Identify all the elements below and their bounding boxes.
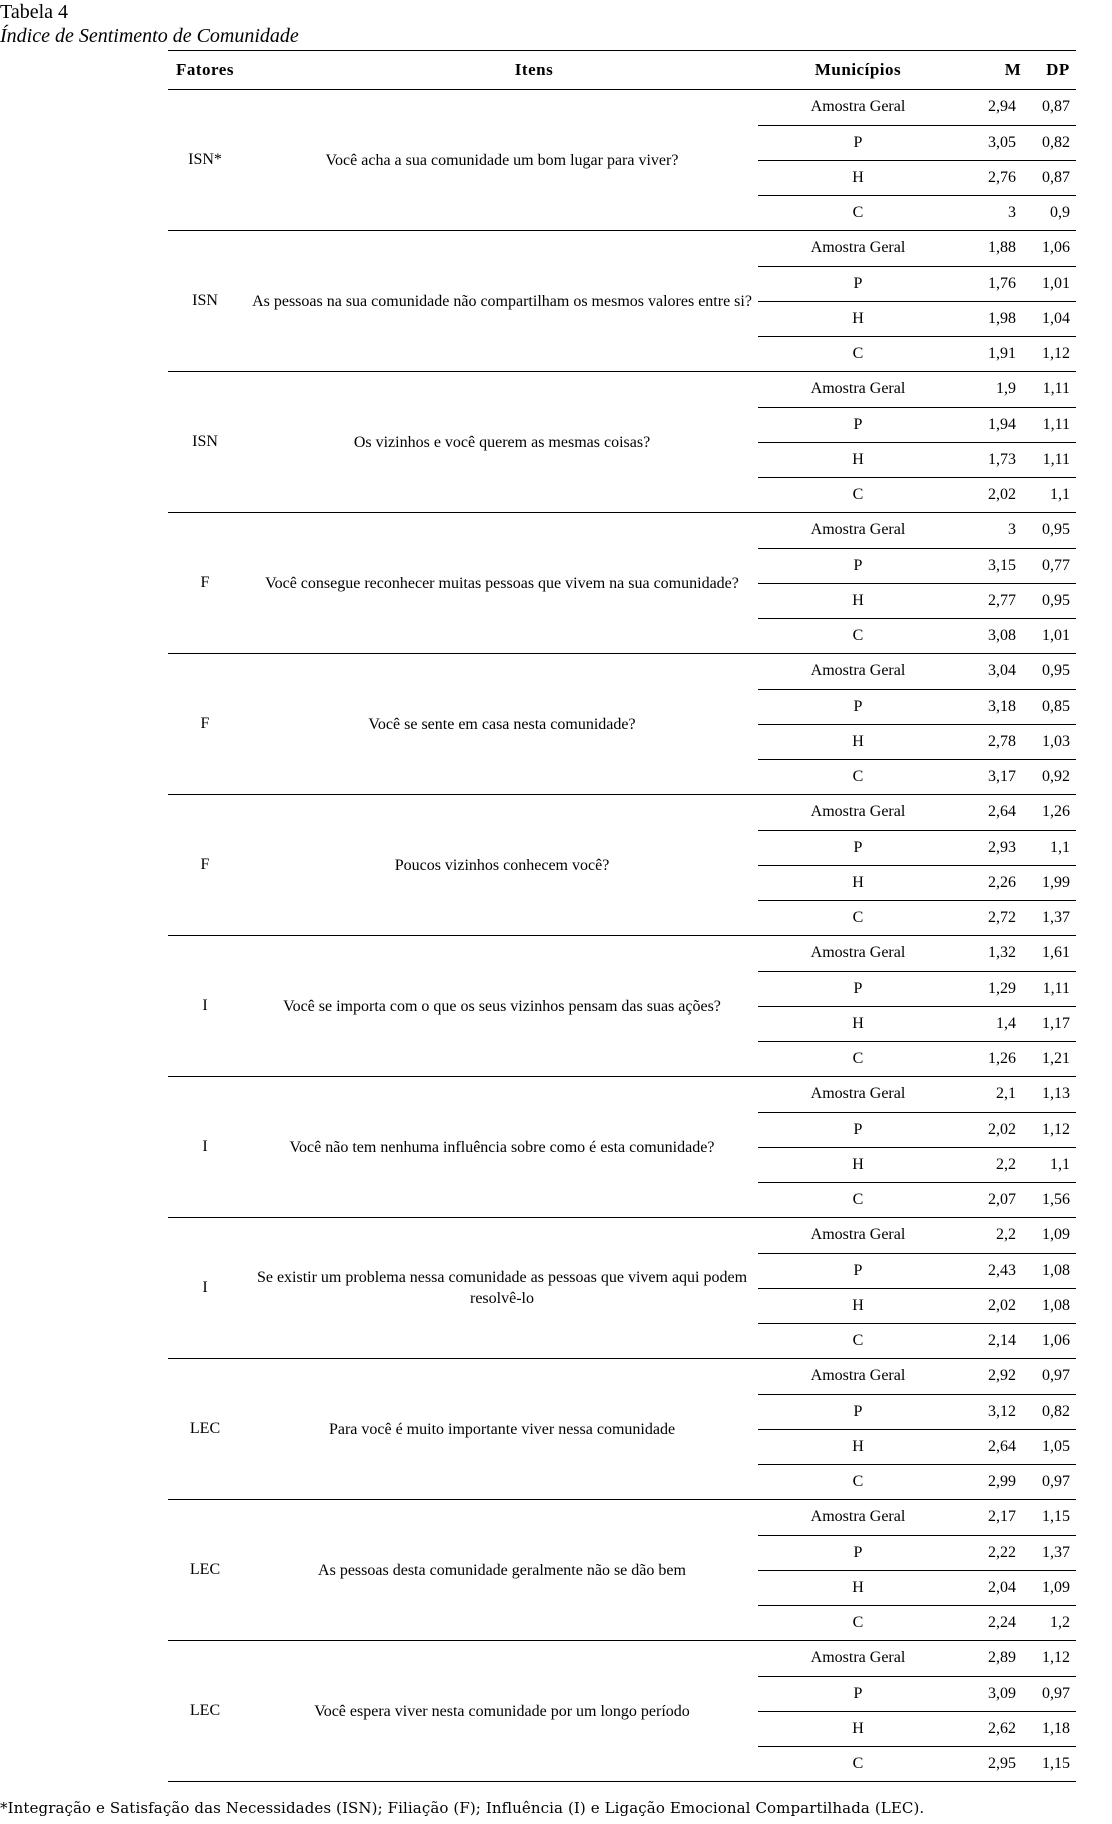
- item-cell: As pessoas desta comunidade geralmente não se dão bem: [318, 1561, 686, 1579]
- table-row: [758, 759, 1076, 795]
- table-row: [758, 336, 1076, 372]
- municipio-cell: H: [852, 1156, 864, 1173]
- municipio-cell: H: [852, 874, 864, 891]
- mean-cell: 1,32: [988, 944, 1016, 961]
- mean-cell: 2,64: [988, 803, 1016, 820]
- item-cell: Os vizinhos e você querem as mesmas coisas?: [353, 433, 651, 451]
- table-row: [758, 1218, 1076, 1253]
- municipio-cell: P: [853, 1262, 863, 1279]
- table-row: [758, 618, 1076, 654]
- table-row-group: [168, 1359, 1076, 1500]
- dp-cell: 1,09: [1042, 1226, 1070, 1243]
- mean-cell: 2,94: [988, 98, 1016, 115]
- municipio-cell: C: [852, 1191, 864, 1208]
- municipio-cell: H: [852, 1438, 864, 1455]
- mean-cell: 2,43: [988, 1262, 1016, 1279]
- table-row: [758, 1006, 1076, 1042]
- mean-cell: 2,64: [988, 1438, 1016, 1455]
- mean-cell: 2,24: [988, 1614, 1016, 1631]
- factor-cell: ISN*: [188, 151, 222, 168]
- table-row-group: [168, 654, 1076, 795]
- mean-cell: 2,07: [988, 1191, 1016, 1208]
- municipio-cell: H: [852, 310, 864, 327]
- table-body: [168, 90, 1076, 1782]
- table-row: [758, 830, 1076, 866]
- header-m: M: [1004, 60, 1022, 79]
- municipio-cell: Amostra Geral: [810, 1085, 906, 1102]
- dp-cell: 1,13: [1042, 1085, 1070, 1102]
- mean-cell: 2,99: [988, 1473, 1016, 1490]
- dp-cell: 1,12: [1042, 1121, 1070, 1138]
- municipio-cell: C: [852, 1755, 864, 1772]
- dp-cell: 1,56: [1042, 1191, 1070, 1208]
- municipio-cell: H: [852, 1720, 864, 1737]
- header-municipios: Municípios: [814, 60, 902, 79]
- municipio-cell: H: [852, 733, 864, 750]
- table-row-group: [168, 936, 1076, 1077]
- dp-cell: 1,1: [1050, 839, 1070, 856]
- factor-cell: I: [202, 997, 208, 1014]
- dp-cell: 1,37: [1042, 1544, 1070, 1561]
- mean-cell: 1,98: [988, 310, 1016, 327]
- table-row: [758, 795, 1076, 830]
- municipio-cell: H: [852, 1579, 864, 1596]
- table-row: [758, 1323, 1076, 1359]
- mean-cell: 3: [1008, 204, 1016, 221]
- table-row: [758, 1253, 1076, 1289]
- table-row-group: [168, 90, 1076, 231]
- header-itens: Itens: [514, 60, 554, 79]
- municipio-cell: P: [853, 1544, 863, 1561]
- table-row: [758, 1605, 1076, 1641]
- table-row: [758, 689, 1076, 725]
- factor-cell: LEC: [189, 1702, 221, 1719]
- mean-cell: 1,9: [996, 380, 1016, 397]
- table-row-group: [168, 1641, 1076, 1782]
- item-cell: Você consegue reconhecer muitas pessoas que vivem na sua comunidade?: [265, 574, 739, 592]
- dp-cell: 0,97: [1042, 1367, 1070, 1384]
- table-row: [758, 266, 1076, 302]
- dp-cell: 1,15: [1042, 1508, 1070, 1525]
- mean-cell: 2,95: [988, 1755, 1016, 1772]
- header-fatores: Fatores: [176, 60, 234, 79]
- municipio-cell: C: [852, 1332, 864, 1349]
- mean-cell: 1,94: [988, 416, 1016, 433]
- table-row-group: [168, 795, 1076, 936]
- table-row: [758, 1429, 1076, 1465]
- table-row: [758, 1359, 1076, 1394]
- dp-cell: 1,05: [1042, 1438, 1070, 1455]
- mean-cell: 2,02: [988, 1297, 1016, 1314]
- header-dp: DP: [1046, 60, 1070, 79]
- mean-cell: 1,76: [988, 275, 1016, 292]
- table-row: [758, 1112, 1076, 1148]
- municipio-cell: C: [852, 1050, 864, 1067]
- dp-cell: 0,92: [1042, 768, 1070, 785]
- dp-cell: 1,1: [1050, 486, 1070, 503]
- dp-cell: 1,21: [1042, 1050, 1070, 1067]
- mean-cell: 2,89: [988, 1649, 1016, 1666]
- municipio-cell: P: [853, 698, 863, 715]
- factor-cell: LEC: [189, 1420, 221, 1437]
- table-row-group: [168, 1077, 1076, 1218]
- table-row-group: [168, 231, 1076, 372]
- table-row: [758, 1464, 1076, 1500]
- dp-cell: 1,26: [1042, 803, 1070, 820]
- dp-cell: 0,77: [1042, 557, 1070, 574]
- mean-cell: 3: [1008, 521, 1016, 538]
- table-row: [758, 231, 1076, 266]
- dp-cell: 1,11: [1042, 980, 1070, 997]
- municipio-cell: C: [852, 345, 864, 362]
- table-row: [758, 724, 1076, 760]
- mean-cell: 2,17: [988, 1508, 1016, 1525]
- dp-cell: 1,17: [1042, 1015, 1070, 1032]
- municipio-cell: P: [853, 1685, 863, 1702]
- mean-cell: 1,88: [988, 239, 1016, 256]
- dp-cell: 1,61: [1042, 944, 1070, 961]
- factor-cell: I: [202, 1279, 208, 1296]
- table-row-group: [168, 513, 1076, 654]
- municipio-cell: H: [852, 1015, 864, 1032]
- municipio-cell: P: [853, 1121, 863, 1138]
- municipio-cell: H: [852, 451, 864, 468]
- municipio-cell: P: [853, 1403, 863, 1420]
- factor-cell: F: [200, 856, 210, 873]
- factor-cell: F: [200, 715, 210, 732]
- mean-cell: 2,62: [988, 1720, 1016, 1737]
- dp-cell: 1,1: [1050, 1156, 1070, 1173]
- factor-cell: LEC: [189, 1561, 221, 1578]
- dp-cell: 1,06: [1042, 239, 1070, 256]
- mean-cell: 2,76: [988, 169, 1016, 186]
- table-row: [758, 865, 1076, 901]
- municipio-cell: H: [852, 592, 864, 609]
- mean-cell: 2,72: [988, 909, 1016, 926]
- dp-cell: 1,11: [1042, 451, 1070, 468]
- item-cell: Poucos vizinhos conhecem você?: [394, 856, 610, 874]
- table-row: [758, 1535, 1076, 1571]
- factor-cell: ISN: [192, 292, 218, 309]
- table-row: [758, 160, 1076, 196]
- dp-cell: 1,12: [1042, 1649, 1070, 1666]
- table-row: [758, 90, 1076, 125]
- table-row-group: [168, 372, 1076, 513]
- mean-cell: 3,05: [988, 134, 1016, 151]
- item-cell: Você não tem nenhuma influência sobre como é esta comunidade?: [289, 1138, 715, 1156]
- mean-cell: 3,15: [988, 557, 1016, 574]
- dp-cell: 1,15: [1042, 1755, 1070, 1772]
- table-title: Índice de Sentimento de Comunidade: [0, 25, 299, 47]
- mean-cell: 2,1: [996, 1085, 1016, 1102]
- mean-cell: 2,14: [988, 1332, 1016, 1349]
- mean-cell: 3,12: [988, 1403, 1016, 1420]
- dp-cell: 0,85: [1042, 698, 1070, 715]
- table-row: [758, 125, 1076, 161]
- dp-cell: 0,95: [1042, 521, 1070, 538]
- mean-cell: 2,02: [988, 486, 1016, 503]
- mean-cell: 3,08: [988, 627, 1016, 644]
- municipio-cell: C: [852, 909, 864, 926]
- dp-cell: 0,87: [1042, 169, 1070, 186]
- item-cell: As pessoas na sua comunidade não compartilham os mesmos valores entre si?: [252, 292, 752, 310]
- dp-cell: 1,37: [1042, 909, 1070, 926]
- dp-cell: 0,82: [1042, 1403, 1070, 1420]
- table-header: [168, 50, 1076, 90]
- item-cell: Você acha a sua comunidade um bom lugar para viver?: [325, 151, 679, 169]
- municipio-cell: C: [852, 768, 864, 785]
- table-row: [758, 513, 1076, 548]
- mean-cell: 1,29: [988, 980, 1016, 997]
- table-row: [758, 1500, 1076, 1535]
- mean-cell: 3,18: [988, 698, 1016, 715]
- dp-cell: 1,03: [1042, 733, 1070, 750]
- table-row: [758, 1711, 1076, 1747]
- municipio-cell: Amostra Geral: [810, 98, 906, 115]
- municipio-cell: Amostra Geral: [810, 1649, 906, 1666]
- table-row: [758, 301, 1076, 337]
- municipio-cell: P: [853, 839, 863, 856]
- dp-cell: 1,11: [1042, 416, 1070, 433]
- dp-cell: 1,18: [1042, 1720, 1070, 1737]
- mean-cell: 2,93: [988, 839, 1016, 856]
- mean-cell: 2,22: [988, 1544, 1016, 1561]
- municipio-cell: P: [853, 416, 863, 433]
- dp-cell: 1,99: [1042, 874, 1070, 891]
- dp-cell: 1,11: [1042, 380, 1070, 397]
- municipio-cell: C: [852, 1473, 864, 1490]
- dp-cell: 0,9: [1050, 204, 1070, 221]
- table-row: [758, 372, 1076, 407]
- table-row: [758, 1041, 1076, 1077]
- table-row: [758, 900, 1076, 936]
- dp-cell: 0,97: [1042, 1685, 1070, 1702]
- municipio-cell: Amostra Geral: [810, 521, 906, 538]
- mean-cell: 1,26: [988, 1050, 1016, 1067]
- municipio-cell: P: [853, 275, 863, 292]
- dp-cell: 1,2: [1050, 1614, 1070, 1631]
- mean-cell: 2,92: [988, 1367, 1016, 1384]
- table-row-group: [168, 1500, 1076, 1641]
- table-row: [758, 548, 1076, 584]
- municipio-cell: Amostra Geral: [810, 662, 906, 679]
- municipio-cell: P: [853, 980, 863, 997]
- municipio-cell: C: [852, 627, 864, 644]
- mean-cell: 3,04: [988, 662, 1016, 679]
- dp-cell: 0,87: [1042, 98, 1070, 115]
- mean-cell: 2,78: [988, 733, 1016, 750]
- mean-cell: 1,73: [988, 451, 1016, 468]
- table-row: [758, 936, 1076, 971]
- municipio-cell: C: [852, 486, 864, 503]
- dp-cell: 1,08: [1042, 1297, 1070, 1314]
- item-cell: Você se sente em casa nesta comunidade?: [368, 715, 636, 733]
- table-row: [758, 1641, 1076, 1676]
- table-row: [758, 1147, 1076, 1183]
- sentiment-table: [168, 50, 1076, 1782]
- table-label: Tabela 4: [0, 1, 69, 23]
- municipio-cell: Amostra Geral: [810, 1508, 906, 1525]
- mean-cell: 2,77: [988, 592, 1016, 609]
- dp-cell: 0,97: [1042, 1473, 1070, 1490]
- item-cell: Para você é muito importante viver nessa comunidade: [328, 1420, 676, 1438]
- item-cell: Você se importa com o que os seus vizinhos pensam das suas ações?: [283, 997, 721, 1015]
- dp-cell: 1,12: [1042, 345, 1070, 362]
- mean-cell: 2,02: [988, 1121, 1016, 1138]
- mean-cell: 1,4: [996, 1015, 1016, 1032]
- municipio-cell: Amostra Geral: [810, 1226, 906, 1243]
- dp-cell: 1,08: [1042, 1262, 1070, 1279]
- table-row: [758, 1288, 1076, 1324]
- table-row: [758, 654, 1076, 689]
- factor-cell: F: [200, 574, 210, 591]
- dp-cell: 1,04: [1042, 310, 1070, 327]
- table-row: [758, 407, 1076, 443]
- table-row: [758, 442, 1076, 478]
- municipio-cell: Amostra Geral: [810, 944, 906, 961]
- dp-cell: 0,82: [1042, 134, 1070, 151]
- factor-cell: ISN: [192, 433, 218, 450]
- table-row: [758, 971, 1076, 1007]
- table-row: [758, 1676, 1076, 1712]
- mean-cell: 1,91: [988, 345, 1016, 362]
- municipio-cell: Amostra Geral: [810, 1367, 906, 1384]
- mean-cell: 2,04: [988, 1579, 1016, 1596]
- table-row: [758, 583, 1076, 619]
- mean-cell: 2,2: [996, 1226, 1016, 1243]
- table-row: [758, 1077, 1076, 1112]
- dp-cell: 1,06: [1042, 1332, 1070, 1349]
- table-row: [758, 1746, 1076, 1782]
- municipio-cell: H: [852, 169, 864, 186]
- table-footnote: *Integração e Satisfação das Necessidades (ISN); Filiação (F); Influência (I) e Ligação Emocional Compartilhada (LEC).: [0, 1799, 925, 1817]
- municipio-cell: C: [852, 1614, 864, 1631]
- municipio-cell: C: [852, 204, 864, 221]
- mean-cell: 2,26: [988, 874, 1016, 891]
- mean-cell: 3,09: [988, 1685, 1016, 1702]
- table-row: [758, 1182, 1076, 1218]
- dp-cell: 1,01: [1042, 275, 1070, 292]
- dp-cell: 0,95: [1042, 592, 1070, 609]
- mean-cell: 3,17: [988, 768, 1016, 785]
- table-row: [758, 477, 1076, 513]
- municipio-cell: H: [852, 1297, 864, 1314]
- table-row: [758, 1570, 1076, 1606]
- municipio-cell: P: [853, 557, 863, 574]
- municipio-cell: P: [853, 134, 863, 151]
- mean-cell: 2,2: [996, 1156, 1016, 1173]
- item-cell: Você espera viver nesta comunidade por um longo período: [314, 1702, 690, 1720]
- municipio-cell: Amostra Geral: [810, 380, 906, 397]
- municipio-cell: Amostra Geral: [810, 803, 906, 820]
- dp-cell: 1,09: [1042, 1579, 1070, 1596]
- dp-cell: 1,01: [1042, 627, 1070, 644]
- dp-cell: 0,95: [1042, 662, 1070, 679]
- table-row: [758, 1394, 1076, 1430]
- municipio-cell: Amostra Geral: [810, 239, 906, 256]
- table-row-group: [168, 1218, 1076, 1359]
- factor-cell: I: [202, 1138, 208, 1155]
- item-cell: Se existir um problema nessa comunidade as pessoas que vivem aqui podem resolvê-lo: [256, 1269, 748, 1307]
- table-row: [758, 195, 1076, 231]
